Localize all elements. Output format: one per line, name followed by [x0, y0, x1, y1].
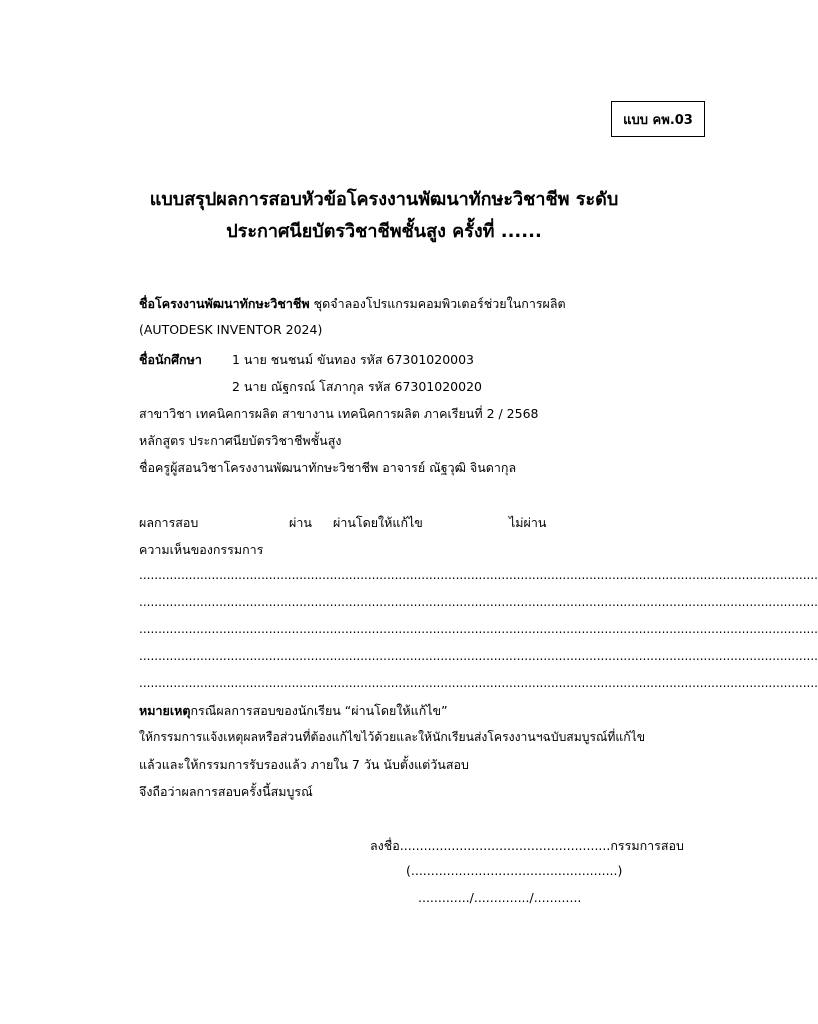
project-name: ชุดจำลองโปรแกรมคอมพิวเตอร์ช่วยในการผลิต — [313, 296, 566, 311]
student-2: 2 นาย ณัฐกรณ์ โสภากุล รหัส 67301020020 — [232, 379, 482, 394]
signature-date-line: ............./............../............ — [418, 890, 582, 905]
note-line-4: จึงถือว่าผลการสอบครั้งนี้สมบูรณ์ — [139, 784, 313, 799]
note-line-3: แล้วและให้กรรมการรับรองแล้ว ภายใน 7 วัน นับตั้งแต่วันสอบ — [139, 757, 469, 772]
project-label: ชื่อโครงงานพัฒนาทักษะวิชาชีพ — [139, 296, 310, 311]
committee-comment-label: ความเห็นของกรรมการ — [139, 542, 264, 557]
result-option-pass: ผ่าน — [289, 515, 312, 530]
form-code-box — [611, 101, 705, 137]
comment-line: .................................................................................................................................................................................. — [139, 622, 818, 636]
comment-line: .................................................................................................................................................................................. — [139, 595, 818, 609]
result-label: ผลการสอบ — [139, 515, 199, 530]
advisor: ชื่อครูผู้สอนวิชาโครงงานพัฒนาทักษะวิชาชีพ อาจารย์ ณัฐวุฒิ จินดากุล — [139, 460, 517, 475]
note-label: หมายเหตุ — [139, 703, 191, 718]
students-label: ชื่อนักศึกษา — [139, 352, 202, 367]
result-option-fail: ไม่ผ่าน — [509, 515, 547, 530]
note-row — [139, 701, 448, 721]
form-code: แบบ คพ.03 — [623, 112, 693, 128]
comment-line: .................................................................................................................................................................................. — [139, 649, 818, 663]
page-title-line2: ประกาศนียบัตรวิชาชีพชั้นสูง ครั้งที่ ...... — [226, 221, 542, 242]
department: สาขาวิชา เทคนิคการผลิต สาขางาน เทคนิคการผลิต ภาคเรียนที่ 2 / 2568 — [139, 406, 539, 421]
curriculum: หลักสูตร ประกาศนียบัตรวิชาชีพชั้นสูง — [139, 433, 342, 448]
student-1: 1 นาย ชนชนม์ ขันทอง รหัส 67301020003 — [232, 352, 475, 367]
comment-line: .................................................................................................................................................................................. — [139, 568, 818, 582]
page-title-line1: แบบสรุปผลการสอบหัวข้อโครงงานพัฒนาทักษะวิชาชีพ ระดับ — [149, 189, 619, 210]
signature-name-line: (....................................................) — [406, 863, 623, 878]
signature-line: ลงชื่อ.....................................................กรรมการสอบ — [370, 838, 684, 853]
project-row — [139, 294, 566, 314]
project-name-cont: (AUTODESK INVENTOR 2024) — [139, 322, 323, 337]
note-line-2: ให้กรรมการแจ้งเหตุผลหรือส่วนที่ต้องแก้ไขไว้ด้วยและให้นักเรียนส่งโครงงานฯฉบับสมบูรณ์ที่แก้ไข — [139, 730, 646, 744]
result-option-pass-with-fix: ผ่านโดยให้แก้ไข — [333, 515, 423, 530]
comment-line: .................................................................................................................................................................................. — [139, 676, 818, 690]
note-text: กรณีผลการสอบของนักเรียน “ผ่านโดยให้แก้ไข” — [190, 703, 448, 718]
